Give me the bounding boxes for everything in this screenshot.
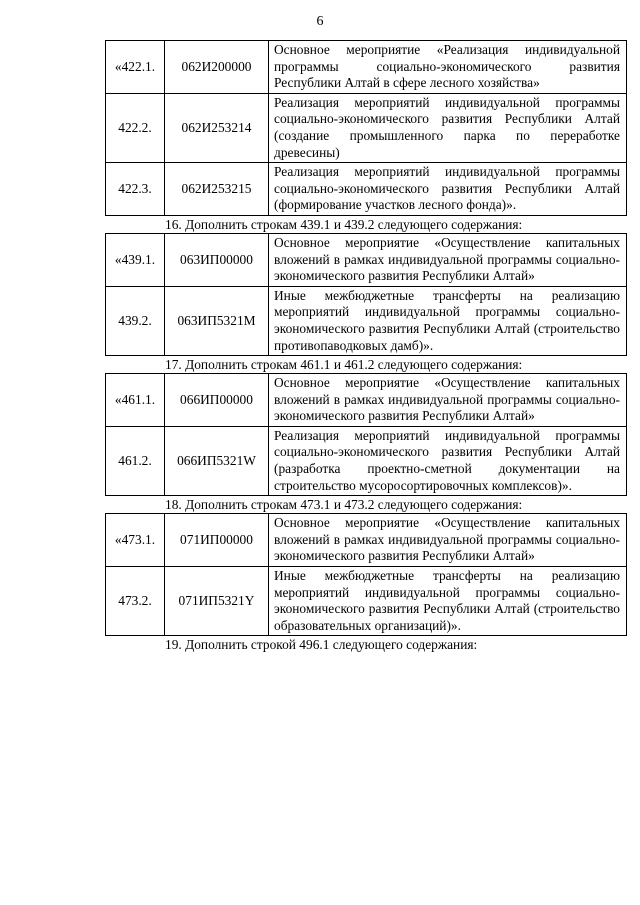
table-row: [106, 163, 627, 216]
instruction-paragraph: 19. Дополнить строкой 496.1 следующего содержания:: [165, 637, 478, 653]
row-number: «461.1.: [106, 374, 165, 427]
row-description: Иные межбюджетные трансферты на реализацию мероприятий индивидуальной программы социально-экономического развития Республики Алтай (строительство образовательных организаций)».: [269, 567, 627, 636]
budget-code: 071ИП5321Y: [165, 567, 269, 636]
budget-table-block-3: [105, 373, 627, 496]
budget-code: 066ИП00000: [165, 374, 269, 427]
row-number: 461.2.: [106, 426, 165, 495]
budget-table-block-1: [105, 40, 627, 216]
page-number: 6: [316, 14, 324, 29]
row-description: Основное мероприятие «Реализация индивидуальной программы социально-экономического развития Республики Алтай в сфере лесного хозяйства»: [269, 41, 627, 94]
budget-code: 062И200000: [165, 41, 269, 94]
budget-code: 071ИП00000: [165, 514, 269, 567]
document-body: [105, 40, 627, 653]
budget-code: 062И253214: [165, 93, 269, 162]
row-number: 422.2.: [106, 93, 165, 162]
instruction-paragraph: 16. Дополнить строкам 439.1 и 439.2 следующего содержания:: [165, 216, 523, 232]
row-description: Реализация мероприятий индивидуальной программы социально-экономического развития Республики Алтай (разработка проектно-сметной документации на строительство мусоросортировочных комплексов)».: [269, 426, 627, 495]
budget-code: 062И253215: [165, 163, 269, 216]
row-number: 422.3.: [106, 163, 165, 216]
row-description: Основное мероприятие «Осуществление капитальных вложений в рамках индивидуальной программы социально-экономического развития Республики Алтай»: [269, 233, 627, 286]
budget-table-block-4: [105, 513, 627, 636]
budget-code: 063ИП00000: [165, 233, 269, 286]
table-row: [106, 41, 627, 94]
row-number: «439.1.: [106, 233, 165, 286]
row-number: «422.1.: [106, 41, 165, 94]
table-row: [106, 286, 627, 355]
instruction-paragraph: 17. Дополнить строкам 461.1 и 461.2 следующего содержания:: [165, 357, 523, 373]
budget-table-block-2: [105, 233, 627, 356]
row-description: Иные межбюджетные трансферты на реализацию мероприятий индивидуальной программы социально-экономического развития Республики Алтай (строительство противопаводковых дамб)».: [269, 286, 627, 355]
table-row: [106, 233, 627, 286]
budget-code: 066ИП5321W: [165, 426, 269, 495]
row-number: 439.2.: [106, 286, 165, 355]
table-row: [106, 93, 627, 162]
table-row: [106, 426, 627, 495]
row-number: «473.1.: [106, 514, 165, 567]
row-description: Основное мероприятие «Осуществление капитальных вложений в рамках индивидуальной программы социально-экономического развития Республики Алтай»: [269, 374, 627, 427]
table-row: [106, 514, 627, 567]
row-number: 473.2.: [106, 567, 165, 636]
budget-code: 063ИП5321M: [165, 286, 269, 355]
table-row: [106, 374, 627, 427]
table-row: [106, 567, 627, 636]
row-description: Реализация мероприятий индивидуальной программы социально-экономического развития Республики Алтай (создание промышленного парка по переработке древесины): [269, 93, 627, 162]
instruction-paragraph: 18. Дополнить строкам 473.1 и 473.2 следующего содержания:: [165, 497, 523, 513]
row-description: Реализация мероприятий индивидуальной программы социально-экономического развития Республики Алтай (формирование участков лесного фонда)».: [269, 163, 627, 216]
row-description: Основное мероприятие «Осуществление капитальных вложений в рамках индивидуальной программы социально-экономического развития Республики Алтай»: [269, 514, 627, 567]
